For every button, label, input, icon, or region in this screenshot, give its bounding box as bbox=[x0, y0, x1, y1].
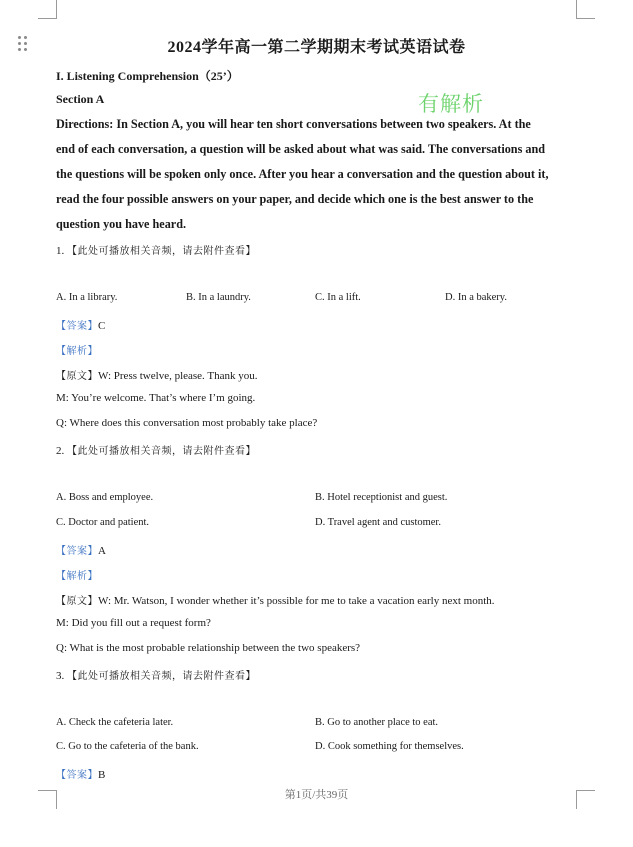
option: C. Go to the cafeteria of the bank. bbox=[56, 741, 199, 752]
option: A. Boss and employee. bbox=[56, 492, 154, 503]
question-1 bbox=[56, 242, 256, 257]
transcript-line: M: Did you fill out a request form? bbox=[56, 617, 211, 629]
question-2 bbox=[56, 442, 256, 457]
option: C. In a lift. bbox=[315, 292, 361, 303]
page-footer: 第1页/共39页 bbox=[284, 789, 349, 801]
option: C. Doctor and patient. bbox=[56, 517, 150, 528]
analysis-tag: 【解析】 bbox=[56, 346, 98, 357]
question-3 bbox=[56, 667, 256, 682]
analysis-tag: 【解析】 bbox=[56, 571, 98, 582]
directions-line: question you have heard. bbox=[56, 217, 187, 231]
audio-note[interactable]: 【此处可播放相关音频，请去附件查看】 bbox=[67, 446, 256, 457]
answer-value: B bbox=[98, 769, 106, 781]
audio-note[interactable]: 【此处可播放相关音频，请去附件查看】 bbox=[67, 671, 256, 682]
answer-line bbox=[56, 542, 106, 557]
transcript-line: Q: Where does this conversation most probably take place? bbox=[56, 417, 318, 429]
watermark-text: 有解析 bbox=[418, 92, 484, 116]
transcript-line bbox=[56, 592, 495, 607]
transcript-line: Q: What is the most probable relationship between the two speakers? bbox=[56, 642, 361, 654]
audio-note[interactable]: 【此处可播放相关音频，请去附件查看】 bbox=[67, 246, 256, 257]
option: D. Cook something for themselves. bbox=[315, 741, 464, 752]
transcript-text: W: Mr. Watson, I wonder whether it’s possible for me to take a vacation early next month. bbox=[98, 595, 495, 607]
answer-value: C bbox=[98, 320, 106, 332]
option: A. Check the cafeteria later. bbox=[56, 717, 174, 728]
analysis-line bbox=[56, 567, 98, 582]
option: A. In a library. bbox=[56, 292, 118, 303]
question-number: 2. bbox=[56, 445, 65, 457]
option: B. In a laundry. bbox=[186, 292, 251, 303]
option: D. In a bakery. bbox=[445, 292, 508, 303]
directions-line: the questions will be spoken only once. After you hear a conversation and the question about it, bbox=[56, 167, 549, 181]
transcript-line bbox=[56, 367, 257, 382]
question-number: 3. bbox=[56, 670, 65, 682]
page-corner-mark bbox=[38, 0, 57, 19]
transcript-line: M: You’re welcome. That’s where I’m going. bbox=[56, 392, 256, 404]
directions-line: end of each conversation, a question will be asked about what was said. The conversations and bbox=[56, 142, 546, 156]
directions-line: read the four possible answers on your paper, and decide which one is the best answer to the bbox=[56, 192, 534, 206]
page-title: 2024学年高一第二学期期末考试英语试卷 bbox=[167, 39, 466, 56]
answer-value: A bbox=[98, 545, 106, 557]
answer-line bbox=[56, 317, 105, 332]
original-tag: 【原文】 bbox=[56, 371, 98, 382]
original-tag: 【原文】 bbox=[56, 596, 98, 607]
transcript-text: W: Press twelve, please. Thank you. bbox=[98, 370, 258, 382]
part-heading: I. Listening Comprehension（25’） bbox=[56, 69, 239, 83]
section-heading: Section A bbox=[56, 92, 105, 106]
question-number: 1. bbox=[56, 245, 65, 257]
answer-line bbox=[56, 766, 105, 781]
directions-line: Directions: In Section A, you will hear ten short conversations between two speakers. At the bbox=[56, 117, 531, 131]
option: B. Hotel receptionist and guest. bbox=[315, 492, 448, 503]
analysis-line bbox=[56, 342, 98, 357]
answer-tag: 【答案】 bbox=[56, 546, 98, 557]
answer-tag: 【答案】 bbox=[56, 321, 98, 332]
option: B. Go to another place to eat. bbox=[315, 717, 439, 728]
answer-tag: 【答案】 bbox=[56, 770, 98, 781]
page-corner-mark bbox=[576, 0, 595, 19]
option: D. Travel agent and customer. bbox=[315, 517, 441, 528]
